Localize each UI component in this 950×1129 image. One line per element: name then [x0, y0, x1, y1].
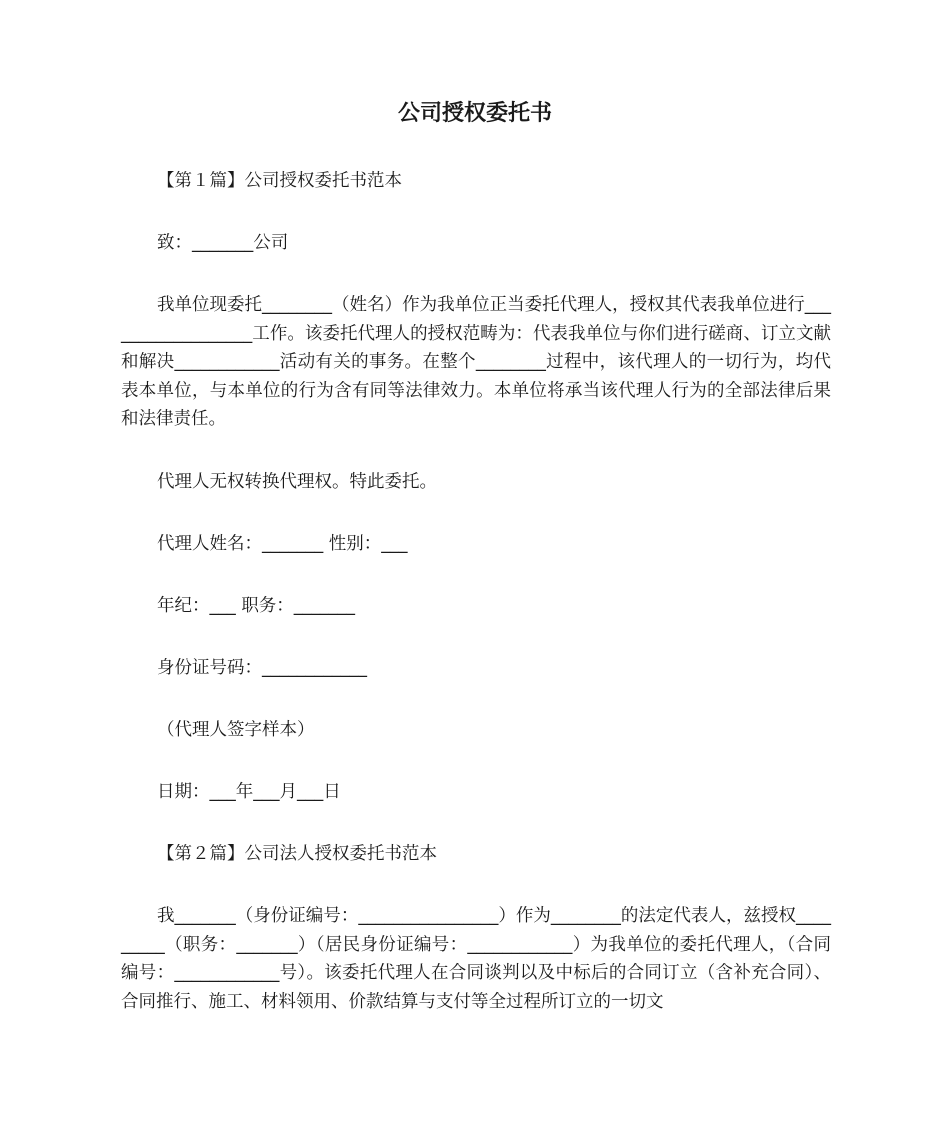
section1-to-line: 致：_______公司: [157, 233, 289, 253]
id-number-field: 身份证号码：____________: [157, 658, 367, 678]
section1-heading: 【第１篇】公司授权委托书范本: [157, 171, 402, 191]
section1-body-paragraph: 我单位现委托________（姓名）作为我单位正当委托代理人，授权其代表我单位进行__________________工作。该委托代理人的授权范畴为：代表我单位与你们进行磋商、订立文献和解决____________活动有关的事务。在整个________过程中，该代理人的一切行为，均代表本单位，与本单位的行为含有同等法律效力。本单位将承当该代理人行为的全部法律后果和法律责任。: [121, 295, 831, 429]
signature-sample-note: （代理人签字样本）: [157, 720, 315, 740]
agent-name-gender-field: 代理人姓名：_______ 性别：___: [157, 534, 408, 554]
date-field: 日期：___年___月___日: [157, 782, 341, 802]
section2-heading: 【第２篇】公司法人授权委托书范本: [157, 844, 437, 864]
document-title: 公司授权委托书: [397, 101, 552, 126]
section2-body-paragraph: 我_______（身份证编号：________________）作为________的法定代表人，兹授权_________（职务：_______）（居民身份证编号：____________）为我单位的委托代理人，（合同编号：____________号）。该委托代理人在合同谈判以及中标后的合同订立（含补充合同）、合同推行、施工、材料领用、价款结算与支付等全过程所订立的一切文: [121, 906, 831, 1012]
age-position-field: 年纪：___ 职务：_______: [157, 596, 356, 616]
section1-no-transfer-line: 代理人无权转换代理权。特此委托。: [157, 472, 437, 492]
